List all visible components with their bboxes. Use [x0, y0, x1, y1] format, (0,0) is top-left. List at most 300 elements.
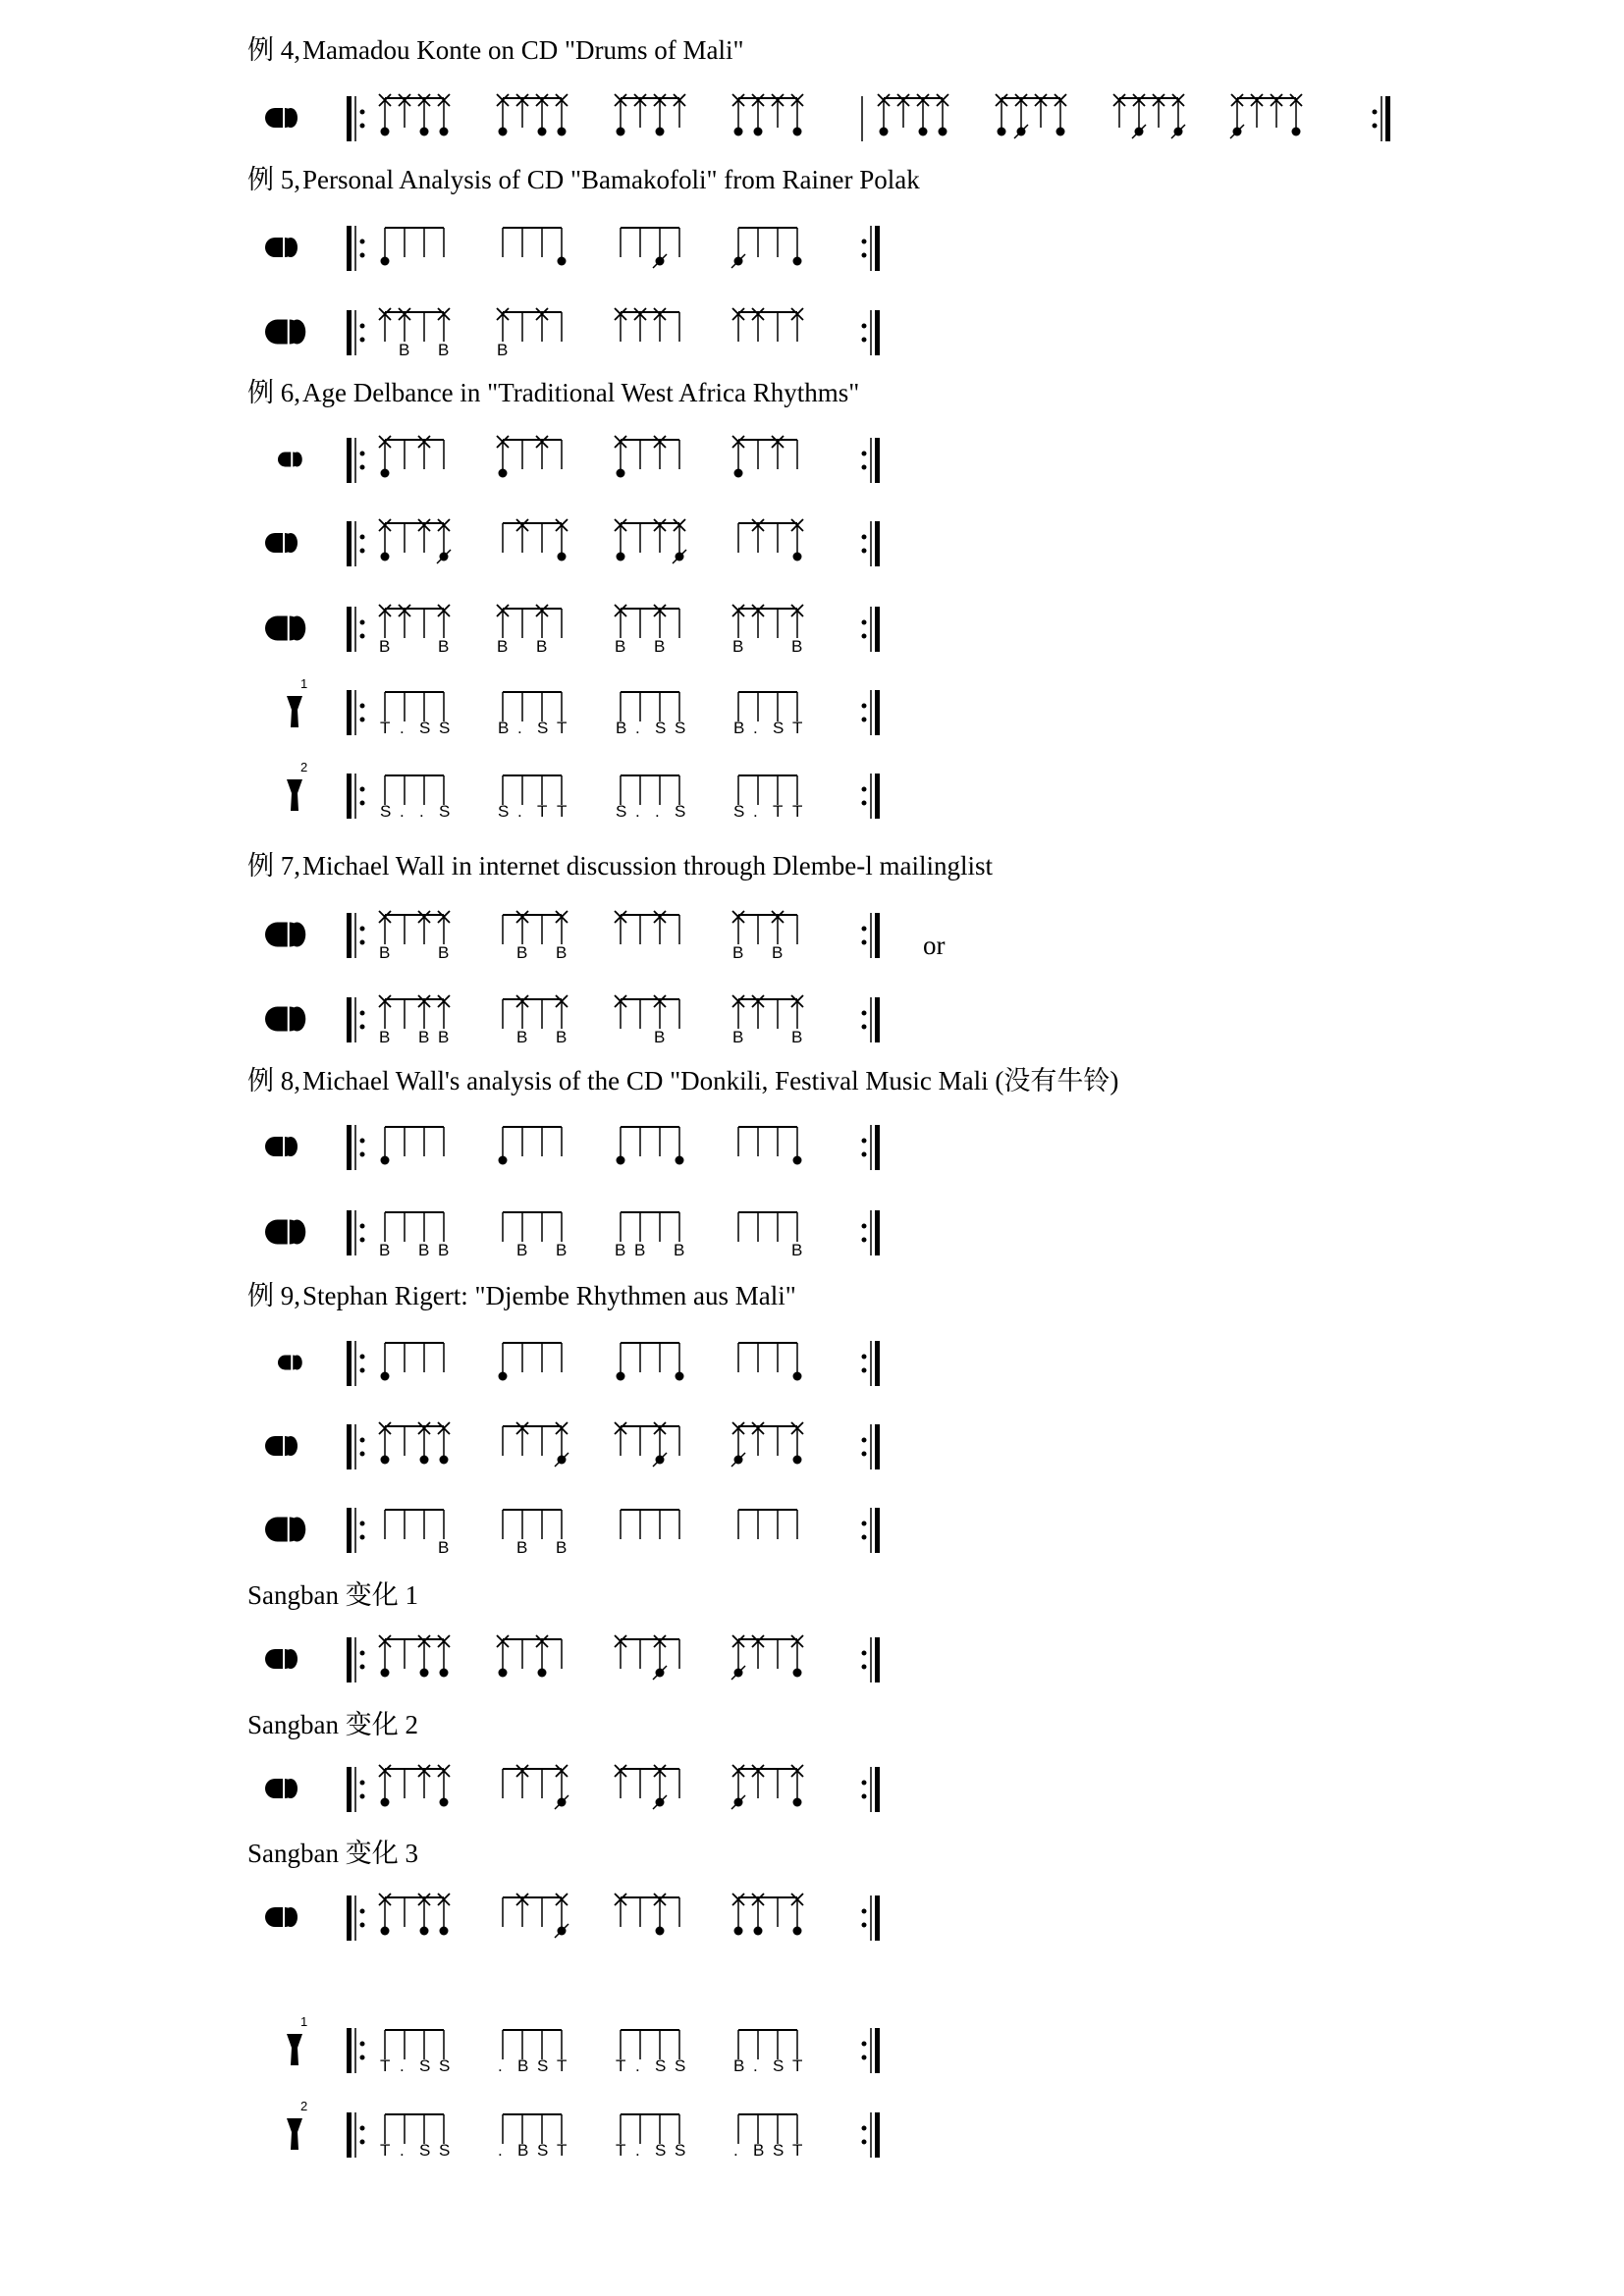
djembe-syllable: S	[773, 719, 785, 737]
repeat-start-sign	[347, 1210, 365, 1255]
row-example-6-sangban	[265, 519, 880, 566]
djembe-number: 2	[300, 2099, 308, 2113]
beam-group	[615, 94, 685, 136]
bass-mark: B	[379, 1028, 391, 1046]
djembe-syllable: T	[380, 2141, 391, 2160]
repeat-end-sign	[862, 1637, 881, 1682]
drum-head	[284, 533, 298, 553]
bass-mark: B	[791, 1241, 803, 1259]
drum-head	[284, 1907, 298, 1927]
repeat-dot	[360, 253, 365, 258]
row-sangban-variation-3	[265, 1894, 880, 1941]
dundun-drum-icon	[265, 923, 305, 947]
beam-group	[621, 1510, 679, 1539]
djembe-syllable: .	[753, 802, 758, 821]
thick-barline	[347, 1341, 352, 1386]
repeat-dot	[862, 2056, 867, 2060]
beam-group	[615, 1894, 679, 1936]
beam-group	[503, 1212, 567, 1259]
repeat-dot	[862, 1025, 867, 1030]
beam-group	[616, 775, 685, 821]
open-stroke-dot	[998, 128, 1006, 136]
repeat-end-sign	[862, 2028, 881, 2073]
repeat-dot	[862, 549, 867, 554]
repeat-dot	[360, 634, 365, 639]
repeat-dot	[360, 1224, 365, 1229]
beam-group	[381, 1127, 445, 1165]
drum-head	[284, 1649, 298, 1669]
beam-group	[499, 1127, 563, 1165]
repeat-start-sign	[347, 96, 365, 141]
bass-mark: B	[615, 1241, 626, 1259]
repeat-dot	[862, 634, 867, 639]
beam-group	[617, 1127, 684, 1165]
bass-mark: B	[516, 1028, 528, 1046]
row-final-djembe-2	[287, 2099, 880, 2160]
thick-barline	[347, 1637, 352, 1682]
thick-barline	[875, 2112, 880, 2158]
beam-group	[731, 1635, 803, 1680]
beam-group	[503, 1422, 568, 1467]
djembe-number: 1	[300, 2014, 308, 2029]
open-stroke-dot	[880, 128, 889, 136]
repeat-dot	[360, 535, 365, 540]
bass-mark: B	[732, 943, 744, 962]
repeat-dot	[360, 1665, 365, 1670]
djembe-shape	[287, 2118, 302, 2150]
beam-group	[615, 1635, 679, 1680]
repeat-start-sign	[347, 310, 365, 355]
open-stroke-dot	[793, 553, 802, 561]
repeat-start-sign	[347, 1125, 365, 1170]
repeat-dot	[360, 1535, 365, 1540]
open-stroke-dot	[793, 1156, 802, 1165]
repeat-dot	[360, 1368, 365, 1373]
open-stroke-dot	[440, 1798, 449, 1807]
open-stroke-dot	[499, 128, 508, 136]
repeat-dot	[360, 1139, 365, 1144]
repeat-start-sign	[347, 774, 365, 819]
repeat-end-sign	[862, 226, 881, 271]
repeat-dot	[360, 1355, 365, 1360]
repeat-dot	[360, 801, 365, 806]
djembe-syllable: S	[380, 802, 392, 821]
djembe-syllable: S	[537, 719, 549, 737]
djembe-syllable: .	[635, 802, 640, 821]
beam-group	[732, 94, 803, 136]
open-stroke-dot	[734, 1927, 743, 1936]
dundun-drum-icon	[265, 1137, 298, 1156]
dundun-drum-icon	[265, 1649, 298, 1669]
repeat-dot	[360, 718, 365, 722]
repeat-dot	[862, 1665, 867, 1670]
row-example-8-dundunba	[265, 1210, 880, 1259]
bass-mark: B	[634, 1241, 646, 1259]
dundun-drum-icon	[265, 108, 298, 128]
repeat-dot	[862, 1794, 867, 1799]
repeat-end-sign	[862, 438, 881, 483]
drum-head	[289, 320, 306, 345]
open-stroke-dot	[381, 469, 390, 478]
open-stroke-dot	[793, 1798, 802, 1807]
djembe-syllable: .	[498, 2056, 503, 2075]
beam-group	[733, 2114, 802, 2160]
open-stroke-dot	[793, 257, 802, 266]
open-stroke-dot	[617, 1156, 625, 1165]
repeat-dot	[360, 549, 365, 554]
bass-mark: B	[438, 341, 450, 359]
bass-mark: B	[516, 1538, 528, 1557]
beam-group	[497, 436, 562, 478]
heading-example-4: 例 4,Mamadou Konte on CD "Drums of Mali"	[247, 35, 744, 65]
open-stroke-dot	[381, 1927, 390, 1936]
bass-mark: B	[556, 1028, 568, 1046]
drum-head	[289, 923, 306, 947]
open-stroke-dot	[734, 128, 743, 136]
thick-barline	[347, 1508, 352, 1553]
repeat-dot	[862, 1781, 867, 1786]
repeat-dot	[862, 704, 867, 709]
thick-barline	[347, 913, 352, 958]
djembe-syllable: .	[753, 719, 758, 737]
open-stroke-dot	[499, 469, 508, 478]
djembe-syllable: .	[753, 2056, 758, 2075]
repeat-dot	[862, 1011, 867, 1016]
beam-group	[615, 1212, 684, 1259]
djembe-syllable: .	[635, 2141, 640, 2160]
beam-group	[379, 1894, 450, 1936]
open-stroke-dot	[381, 128, 390, 136]
djembe-syllable: .	[635, 719, 640, 737]
open-stroke-dot	[558, 553, 567, 561]
drum-head	[289, 616, 306, 641]
repeat-dot	[360, 1238, 365, 1243]
repeat-dot	[862, 1923, 867, 1928]
djembe-syllable: T	[380, 2056, 391, 2075]
beam-group	[615, 1765, 679, 1809]
bass-mark: B	[654, 1028, 666, 1046]
beam-group	[732, 911, 797, 962]
beam-group	[497, 308, 562, 359]
beam-group	[616, 2030, 685, 2075]
repeat-dot	[862, 1139, 867, 1144]
thick-barline	[347, 1424, 352, 1469]
djembe-syllable: T	[616, 2141, 626, 2160]
repeat-dot	[360, 927, 365, 932]
beam-group	[616, 2114, 685, 2160]
repeat-start-sign	[347, 997, 365, 1042]
repeat-end-sign	[862, 2112, 881, 2158]
thick-barline	[875, 226, 880, 271]
beam-group	[732, 1894, 803, 1936]
beam-group	[731, 1422, 803, 1467]
dundun-drum-icon	[265, 320, 305, 345]
repeat-dot	[862, 1152, 867, 1157]
repeat-dot	[360, 110, 365, 115]
repeat-start-sign	[347, 1508, 365, 1553]
beam-group	[498, 2114, 567, 2160]
open-stroke-dot	[499, 1669, 508, 1678]
dundun-drum-icon	[265, 1518, 305, 1542]
open-stroke-dot	[919, 128, 928, 136]
bass-mark: B	[438, 637, 450, 656]
bass-mark: B	[536, 637, 548, 656]
repeat-end-sign	[862, 1125, 881, 1170]
thick-barline	[875, 607, 880, 652]
repeat-dot	[862, 1224, 867, 1229]
djembe-shape	[287, 2034, 302, 2065]
djembe-syllable: .	[635, 2056, 640, 2075]
heading-example-6: 例 6,Age Delbance in "Traditional West Africa Rhythms"	[247, 378, 860, 407]
beam-group	[379, 995, 450, 1046]
beam-group	[503, 519, 568, 561]
beam-group	[380, 775, 450, 821]
open-stroke-dot	[381, 1156, 390, 1165]
repeat-dot	[360, 1452, 365, 1457]
repeat-dot	[360, 1923, 365, 1928]
repeat-dot	[360, 2042, 365, 2047]
beam-group	[615, 436, 679, 478]
djembe-syllable: S	[419, 2056, 431, 2075]
djembe-syllable: S	[655, 2056, 667, 2075]
thick-barline	[347, 690, 352, 735]
repeat-dot	[360, 620, 365, 625]
bass-mark: B	[379, 637, 391, 656]
open-stroke-dot	[381, 1669, 390, 1678]
djembe-syllable: S	[419, 719, 431, 737]
repeat-end-sign	[862, 1341, 881, 1386]
repeat-dot	[360, 1025, 365, 1030]
djembe-shape	[287, 779, 302, 811]
repeat-dot	[862, 801, 867, 806]
repeat-start-sign	[347, 1767, 365, 1812]
heading-sangban-variation-2: Sangban 变化 2	[247, 1710, 418, 1739]
thick-barline	[875, 1637, 880, 1682]
repeat-start-sign	[347, 607, 365, 652]
djembe-syllable: T	[557, 2141, 568, 2160]
repeat-dot	[862, 1535, 867, 1540]
thick-barline	[347, 1767, 352, 1812]
djembe-syllable: .	[733, 2141, 738, 2160]
repeat-dot	[360, 2056, 365, 2060]
open-stroke-dot	[420, 128, 429, 136]
beam-group	[732, 605, 803, 656]
open-stroke-dot	[793, 1927, 802, 1936]
djembe-syllable: .	[400, 2141, 405, 2160]
repeat-dot	[360, 1011, 365, 1016]
djembe-syllable: T	[380, 719, 391, 737]
dundun-drum-icon	[265, 1007, 305, 1032]
open-stroke-dot	[538, 128, 547, 136]
repeat-dot	[862, 452, 867, 456]
repeat-dot	[862, 253, 867, 258]
drum-head	[292, 1356, 302, 1370]
beam-group	[503, 1510, 567, 1557]
beam-group	[503, 1894, 568, 1938]
heading-example-8: 例 8,Michael Wall's analysis of the CD "Donkili, Festival Music Mali (没有牛铃)	[247, 1066, 1119, 1095]
repeat-end-sign	[862, 997, 881, 1042]
djembe-syllable: .	[517, 719, 522, 737]
djembe-syllable: S	[616, 802, 627, 821]
beam-group	[379, 911, 450, 962]
drum-head	[289, 1007, 306, 1032]
beam-group	[732, 995, 803, 1046]
djembe-syllable: S	[675, 802, 686, 821]
bass-mark: B	[418, 1241, 430, 1259]
repeat-dot	[360, 1651, 365, 1656]
open-stroke-dot	[617, 469, 625, 478]
djembe-icon	[287, 2014, 307, 2065]
bass-mark: B	[791, 637, 803, 656]
dundun-drum-icon	[265, 238, 298, 257]
beam-group	[503, 995, 568, 1046]
beam-group	[381, 1343, 445, 1381]
beam-group	[731, 1765, 803, 1809]
bass-mark: B	[732, 1028, 744, 1046]
thick-barline	[875, 997, 880, 1042]
open-stroke-dot	[499, 1372, 508, 1381]
beam-group	[379, 1635, 450, 1678]
repeat-dot	[360, 1522, 365, 1526]
thick-barline	[347, 774, 352, 819]
row-example-7-a	[265, 911, 880, 962]
beam-group	[616, 692, 685, 737]
repeat-dot	[862, 535, 867, 540]
repeat-dot	[862, 940, 867, 945]
thick-barline	[347, 521, 352, 566]
repeat-start-sign	[347, 226, 365, 271]
repeat-end-sign	[862, 774, 881, 819]
thick-barline	[347, 997, 352, 1042]
bass-mark: B	[379, 1241, 391, 1259]
bass-mark: B	[791, 1028, 803, 1046]
beam-group	[385, 1510, 449, 1557]
thick-barline	[875, 1125, 880, 1170]
djembe-syllable: B	[517, 2141, 529, 2160]
djembe-icon	[287, 760, 307, 811]
open-stroke-dot	[793, 1669, 802, 1678]
repeat-dot	[862, 1452, 867, 1457]
djembe-syllable: B	[498, 719, 510, 737]
djembe-syllable: T	[792, 2141, 803, 2160]
row-sangban-variation-1	[265, 1635, 880, 1682]
beam-group	[732, 436, 797, 478]
djembe-syllable: S	[537, 2056, 549, 2075]
repeat-dot	[360, 1152, 365, 1157]
open-stroke-dot	[381, 1798, 390, 1807]
beam-group	[733, 775, 802, 821]
open-stroke-dot	[656, 1927, 665, 1936]
djembe-syllable: S	[537, 2141, 549, 2160]
djembe-syllable: S	[439, 719, 451, 737]
thick-barline	[347, 607, 352, 652]
beam-group	[617, 1343, 684, 1381]
repeat-dot	[360, 1794, 365, 1799]
open-stroke-dot	[617, 1372, 625, 1381]
drum-head	[289, 1518, 306, 1542]
djembe-syllable: S	[675, 2141, 686, 2160]
bass-mark: B	[772, 943, 784, 962]
beam-group	[738, 1212, 802, 1259]
repeat-start-sign	[347, 438, 365, 483]
repeat-start-sign	[347, 521, 365, 566]
thick-barline	[875, 690, 880, 735]
repeat-end-sign	[862, 607, 881, 652]
dundun-drum-icon	[265, 1907, 298, 1927]
repeat-start-sign	[347, 2028, 365, 2073]
repeat-dot	[862, 2126, 867, 2131]
open-stroke-dot	[440, 128, 449, 136]
repeat-dot	[862, 927, 867, 932]
open-stroke-dot	[1292, 128, 1301, 136]
dundun-drum-icon	[278, 453, 302, 467]
thick-barline	[347, 2028, 352, 2073]
repeat-end-sign	[862, 690, 881, 735]
open-stroke-dot	[420, 1669, 429, 1678]
bass-mark: B	[438, 943, 450, 962]
thick-barline	[347, 1210, 352, 1255]
row-example-6-dundunba	[265, 605, 880, 656]
beam-group	[615, 308, 679, 342]
beam-group	[615, 1422, 679, 1467]
beam-group	[499, 1343, 563, 1381]
repeat-dot	[360, 1438, 365, 1443]
repeat-start-sign	[347, 1896, 365, 1941]
drum-head	[284, 108, 298, 128]
djembe-number: 1	[300, 676, 308, 691]
open-stroke-dot	[676, 1372, 684, 1381]
thick-barline	[347, 96, 352, 141]
djembe-syllable: S	[733, 802, 745, 821]
open-stroke-dot	[558, 128, 567, 136]
heading-sangban-variation-1: Sangban 变化 1	[247, 1580, 418, 1610]
repeat-dot	[862, 324, 867, 329]
djembe-syllable: B	[733, 2056, 745, 2075]
dundun-drum-icon	[265, 616, 305, 641]
open-stroke-dot	[440, 1669, 449, 1678]
repeat-dot	[1373, 124, 1378, 129]
beam-group	[503, 911, 568, 962]
djembe-syllable: T	[773, 802, 784, 821]
beam-group	[615, 605, 679, 656]
beam-group	[503, 228, 567, 266]
bass-mark: B	[654, 637, 666, 656]
beam-group	[497, 605, 562, 656]
open-stroke-dot	[754, 1927, 763, 1936]
repeat-dot	[360, 240, 365, 244]
thick-barline	[875, 913, 880, 958]
open-stroke-dot	[538, 1669, 547, 1678]
beam-group	[738, 1343, 802, 1381]
thick-barline	[875, 1210, 880, 1255]
repeat-dot	[862, 1651, 867, 1656]
djembe-syllable: S	[655, 719, 667, 737]
row-example-9-dundunba	[265, 1508, 880, 1557]
repeat-dot	[862, 787, 867, 792]
row-example-9-kenkeni	[278, 1341, 880, 1386]
thick-barline	[875, 774, 880, 819]
beam-group	[379, 605, 450, 656]
repeat-end-sign	[862, 310, 881, 355]
repeat-dot	[360, 324, 365, 329]
thick-barline	[875, 1767, 880, 1812]
repeat-end-sign	[862, 1210, 881, 1255]
repeat-start-sign	[347, 690, 365, 735]
thick-barline	[875, 1896, 880, 1941]
bass-mark: B	[732, 637, 744, 656]
dundun-drum-icon	[265, 1436, 298, 1456]
bass-mark: B	[497, 637, 509, 656]
